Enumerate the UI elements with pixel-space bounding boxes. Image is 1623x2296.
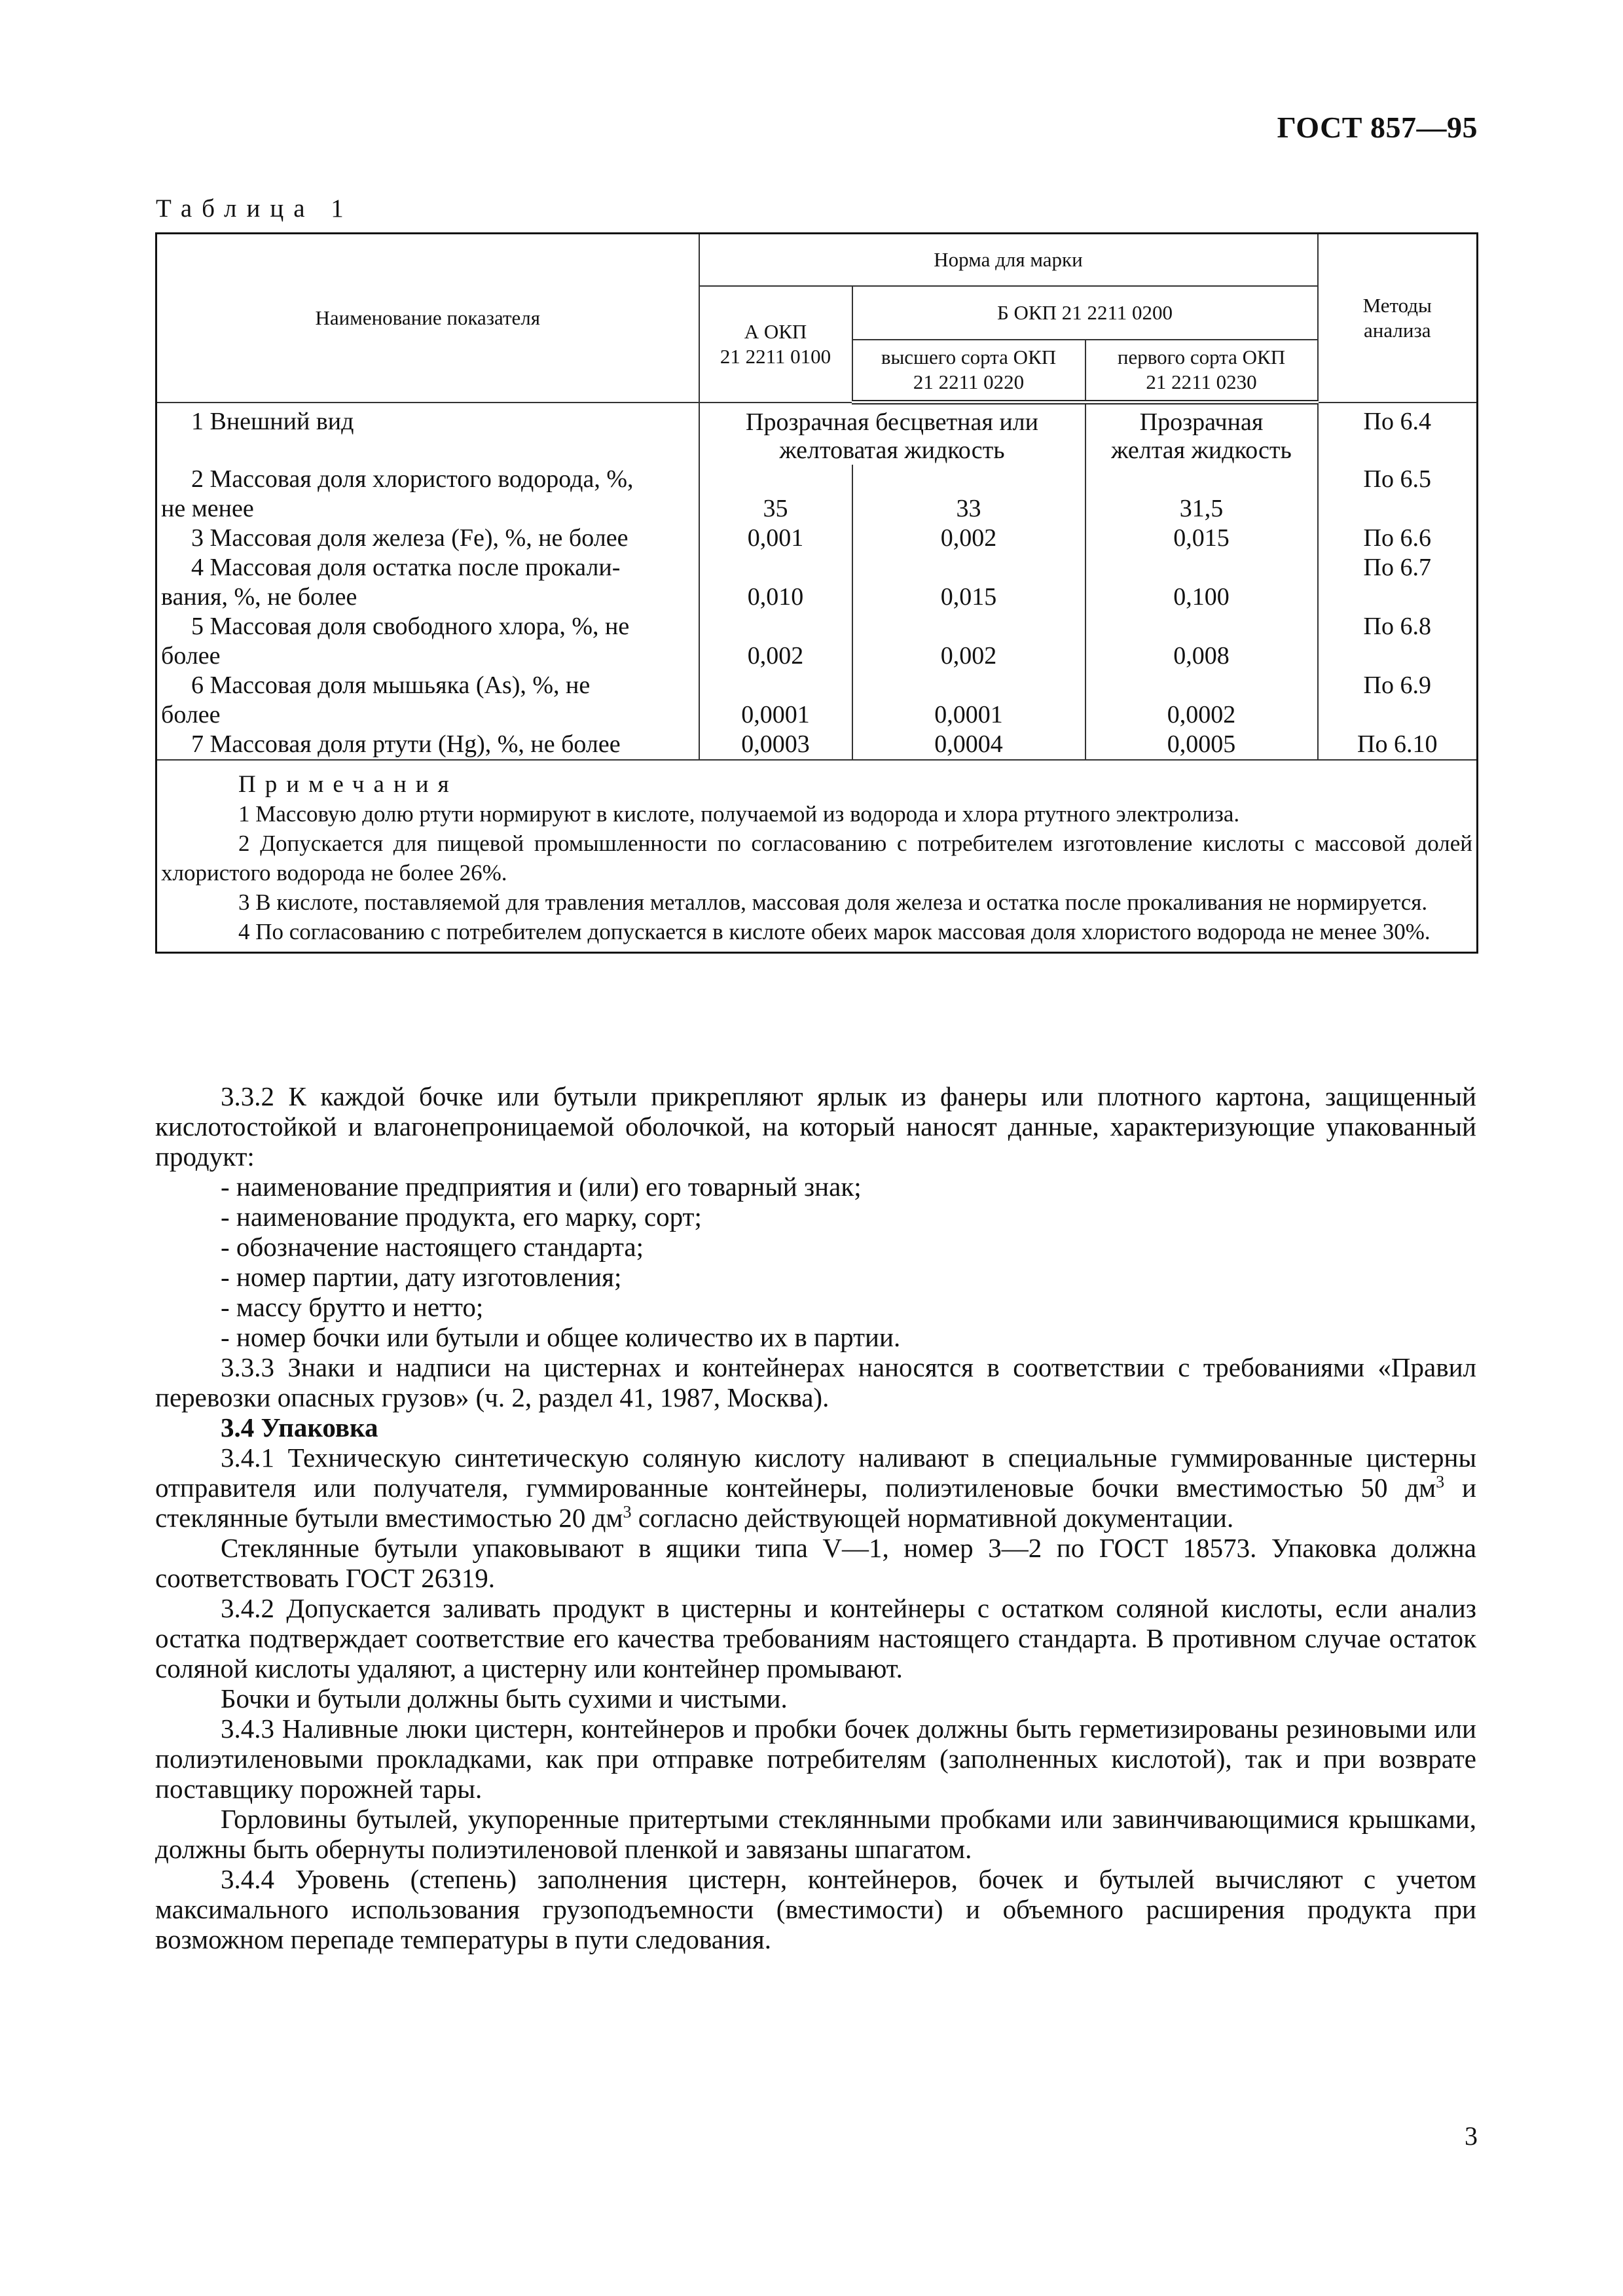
notes-cell [156, 760, 1478, 953]
header-grade-b-first: первого сорта ОКП 21 2211 0230 [1085, 340, 1318, 403]
row-name [156, 671, 699, 730]
row-name-first: 1 Внешний вид [191, 407, 354, 435]
row-method: По 6.4 [1318, 403, 1478, 465]
row-value-b-high: 0,002 [852, 612, 1085, 671]
section-heading-3-4: 3.4 Упаковка [221, 1412, 378, 1443]
row-value-b-high: 0,015 [852, 553, 1085, 612]
header-grade-b-high: высшего сорта ОКП 21 2211 0220 [852, 340, 1085, 403]
paragraph-3-4-1 [155, 1443, 1476, 1533]
row-name [156, 524, 699, 553]
superscript: 3 [623, 1502, 632, 1522]
superscript: 3 [1436, 1472, 1445, 1492]
table-row [156, 403, 1478, 465]
table-row [156, 553, 1478, 612]
paragraph-3-4-4: 3.4.4 Уровень (степень) заполнения цистерн, контейнеров, бочек и бутылей вычисляют с учетом максимального использования грузоподъемности (вместимости) и объемного расширения продукта при возможном перепаде температуры в пути следования. [155, 1864, 1476, 1954]
row-name-first: 7 Массовая доля ртути (Hg), %, не более [191, 730, 621, 758]
header-grade-b: Б ОКП 21 2211 0200 [852, 286, 1318, 340]
row-name-first: 5 Массовая доля свободного хлора, %, не [191, 613, 630, 640]
document-id-header: ГОСТ 857—95 [1277, 111, 1478, 144]
row-name [156, 403, 699, 465]
row-method: По 6.8 [1318, 612, 1478, 671]
row-method: По 6.9 [1318, 671, 1478, 730]
list-item: - массу брутто и нетто; [221, 1292, 484, 1322]
row-value-a: 0,0003 [699, 730, 852, 760]
row-value-b-high: 0,0004 [852, 730, 1085, 760]
paragraph-3-4-3-b: Горловины бутылей, укупоренные притертыми стеклянными пробками или завинчивающимися крышками, должны быть обернуты полиэтиленовой пленкой и завязаны шпагатом. [155, 1804, 1476, 1864]
list-item: - номер партии, дату изготовления; [221, 1262, 622, 1292]
row-name [156, 553, 699, 612]
note-item: 3 В кислоте, поставляемой для травления металлов, массовая доля железа и остатка после прокаливания не нормируется. [238, 889, 1428, 915]
list-item: - обозначение настоящего стандарта; [221, 1232, 644, 1262]
body-text [155, 1081, 1476, 1954]
row-value-b-first: 0,0002 [1085, 671, 1318, 730]
row-value-a: 0,010 [699, 553, 852, 612]
row-method: По 6.7 [1318, 553, 1478, 612]
row-value-b-first: 0,0005 [1085, 730, 1318, 760]
table-caption: Таблица 1 [156, 194, 354, 223]
row-name-first: 6 Массовая доля мышьяка (As), %, не [191, 672, 591, 699]
row-method: По 6.5 [1318, 465, 1478, 524]
table-row [156, 612, 1478, 671]
table-row [156, 465, 1478, 524]
row-method: По 6.6 [1318, 524, 1478, 553]
row-name [156, 730, 699, 760]
header-grade-a: А ОКП 21 2211 0100 [699, 286, 852, 403]
row-appearance-b1: Прозрачная желтая жидкость [1085, 403, 1318, 465]
notes-title: Примечания [238, 771, 458, 798]
table-row [156, 730, 1478, 760]
paragraph-3-4-1-part-a: 3.4.1 Техническую синтетическую соляную кислоту наливают в специальные гуммированные цистерны отправителя или получателя, гуммированные контейнеры, полиэтиленовые бочки вместимостью 50 дм [155, 1443, 1476, 1503]
row-method: По 6.10 [1318, 730, 1478, 760]
paragraph-3-4-2-b: Бочки и бутыли должны быть сухими и чистыми. [221, 1683, 788, 1713]
table-row [156, 524, 1478, 553]
row-name-first: 4 Массовая доля остатка после прокали- [191, 554, 621, 581]
row-value-b-high: 0,0001 [852, 671, 1085, 730]
spec-table [155, 232, 1478, 954]
row-value-b-high: 33 [852, 465, 1085, 524]
row-name-first: 2 Массовая доля хлористого водорода, %, [191, 465, 634, 493]
note-item: 1 Массовую долю ртути нормируют в кислоте, получаемой из водорода и хлора ртутного электролиза. [238, 801, 1240, 827]
row-name-rest: более [161, 701, 221, 728]
row-value-b-first: 0,008 [1085, 612, 1318, 671]
table-row [156, 671, 1478, 730]
row-value-a: 0,0001 [699, 671, 852, 730]
paragraph-3-4-1-part-c: согласно действующей нормативной документации. [631, 1503, 1234, 1533]
list-item: - наименование предприятия и (или) его товарный знак; [221, 1172, 862, 1202]
row-name-rest: не менее [161, 495, 254, 522]
note-item: 2 Допускается для пищевой промышленности по согласованию с потребителем изготовление кислоты с массовой долей хлористого водорода не более 26%. [161, 831, 1472, 886]
paragraph-3-4-1-part-b: и стеклянные бутыли вместимостью 20 дм [155, 1473, 1476, 1533]
list-item: - наименование продукта, его марку, сорт; [221, 1202, 702, 1232]
row-name-rest: более [161, 642, 221, 670]
row-value-b-first: 31,5 [1085, 465, 1318, 524]
note-item: 4 По согласованию с потребителем допускается в кислоте обеих марок массовая доля хлористого водорода не менее 30%. [238, 919, 1431, 944]
row-value-a: 0,001 [699, 524, 852, 553]
page-number: 3 [1465, 2121, 1478, 2151]
paragraph-3-3-3: 3.3.3 Знаки и надписи на цистернах и контейнерах наносятся в соответствии с требованиями «Правил перевозки опасных грузов» (ч. 2, раздел 41, 1987, Москва). [155, 1352, 1476, 1412]
row-value-a: 0,002 [699, 612, 852, 671]
row-name-rest: вания, %, не более [161, 583, 357, 611]
notes-row [156, 760, 1478, 953]
row-name [156, 612, 699, 671]
paragraph-3-4-3: 3.4.3 Наливные люки цистерн, контейнеров и пробки бочек должны быть герметизированы резиновыми или полиэтиленовыми прокладками, как при отправке потребителям (заполненных кислотой), так и при возврате поставщику порожней тары. [155, 1713, 1476, 1804]
row-value-a: 35 [699, 465, 852, 524]
header-norm-group: Норма для марки [699, 234, 1318, 286]
spec-table-container [155, 232, 1476, 954]
list-item: - номер бочки или бутыли и общее количество их в партии. [221, 1322, 901, 1352]
row-name-first: 3 Массовая доля железа (Fe), %, не более [191, 524, 629, 552]
paragraph-3-4-2: 3.4.2 Допускается заливать продукт в цистерны и контейнеры с остатком соляной кислоты, если анализ остатка подтверждает соответствие его качества требованиям настоящего стандарта. В противном случае остаток соляной кислоты удаляют, а цистерну или контейнер промывают. [155, 1593, 1476, 1683]
paragraph-3-4-1-b: Стеклянные бутыли упаковывают в ящики типа V—1, номер 3—2 по ГОСТ 18573. Упаковка должна соответствовать ГОСТ 26319. [155, 1533, 1476, 1593]
row-value-b-first: 0,015 [1085, 524, 1318, 553]
row-value-b-high: 0,002 [852, 524, 1085, 553]
header-methods: Методы анализа [1318, 234, 1478, 403]
row-appearance-ab: Прозрачная бесцветная или желтоватая жидкость [699, 403, 1085, 465]
row-name [156, 465, 699, 524]
paragraph-3-3-2: 3.3.2 К каждой бочке или бутыли прикрепляют ярлык из фанеры или плотного картона, защищенный кислотостойкой и влагонепроницаемой оболочкой, на который наносят данные, характеризующие упакованный продукт: [155, 1081, 1476, 1172]
row-value-b-first: 0,100 [1085, 553, 1318, 612]
header-indicator-name: Наименование показателя [156, 234, 699, 403]
